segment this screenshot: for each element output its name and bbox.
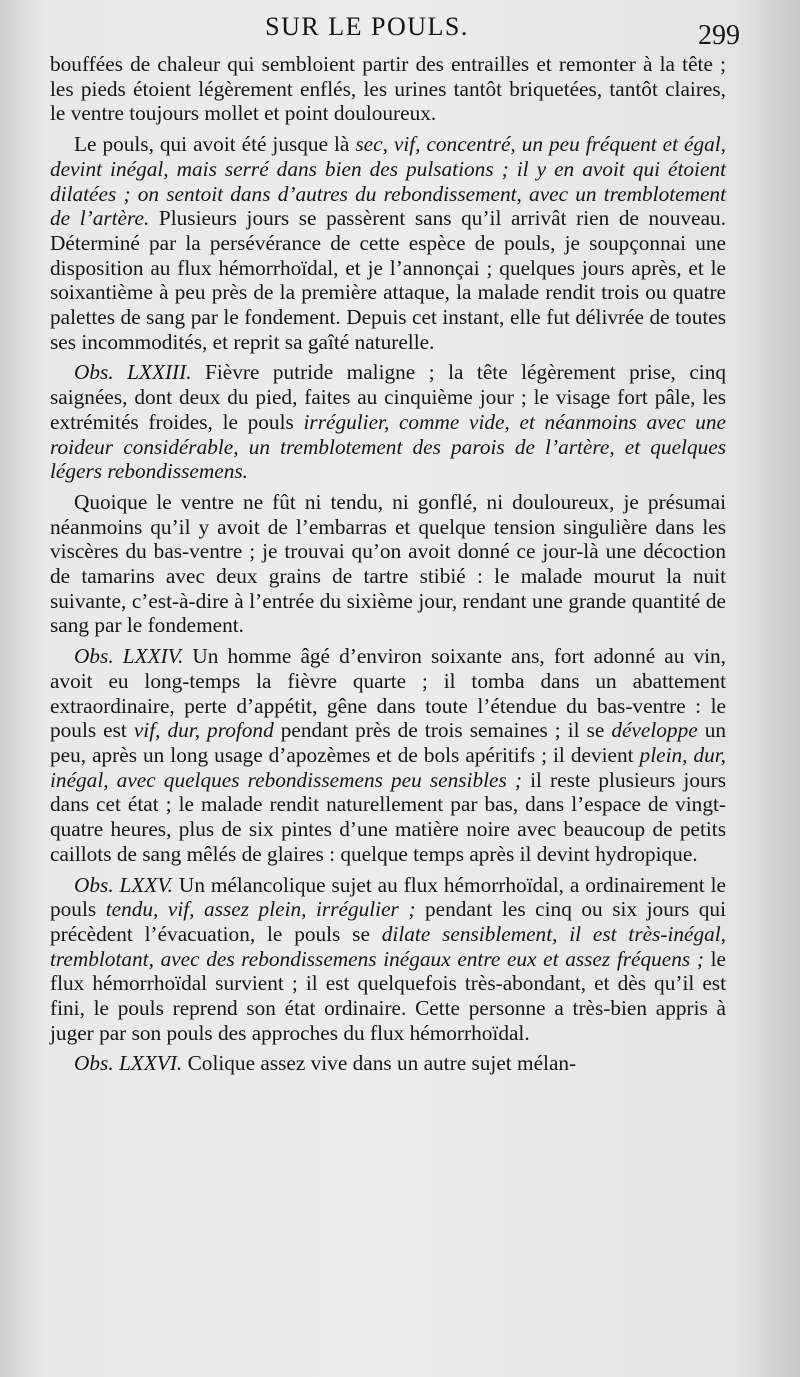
- paragraph: [50, 644, 726, 866]
- text-run: bouffées de chaleur qui sembloient partir des entrailles et remonter à la tête ; les pieds étoient légèrement enflés, les urines tantôt briquetées, tantôt claires, le ventre toujours mollet et point douloureux.: [50, 52, 726, 126]
- italic-run: vif, dur, profond: [133, 718, 274, 743]
- paragraph: [50, 873, 726, 1046]
- text-run: Quoique le ventre ne fût ni tendu, ni gonflé, ni douloureux, je présumai néanmoins qu’il y avoit de l’embarras et quelque tension singulière dans les viscères du bas-ventre ; je trouvai qu’on avoit donné ce jour-là une décoction de tamarins avec deux grains de tartre stibié : le malade mourut la nuit suivante, c’est-à-dire à l’entrée du sixième jour, rendant une grande quantité de sang par le fondement.: [50, 489, 726, 638]
- italic-run: tendu, vif, assez plein, irrégulier ;: [105, 897, 416, 922]
- text-run: il reste plusieurs jours dans cet état ; le malade rendit naturellement par bas, dans l’espace de vingt-quatre heures, plus de six pintes d’une matière noire avec beaucoup de petits caillots de sang mêlés de glaires : quelque temps après il devint hydropique.: [50, 767, 726, 866]
- paragraph: [50, 52, 726, 126]
- italic-run: irrégulier, comme vide, et néanmoins avec une roideur considérable, un tremblotement des parois de l’artère, et quelques légers rebondissemens.: [50, 409, 726, 484]
- body-text: [50, 52, 726, 1076]
- text-run: le flux hémorrhoïdal survient ; il est quelquefois très-abondant, et dès qu’il est fini, le pouls reprend son état ordinaire. Cette personne a très-bien appris à juger par son pouls des approches du flux hémorrhoïdal.: [50, 946, 726, 1045]
- italic-run: Obs. LXXIV.: [74, 644, 184, 669]
- italic-run: sec, vif, concentré, un peu fréquent et égal, devint inégal, mais serré dans bien des pulsations ; il y en avoit qui étoient dilatées ; on sentoit dans d’autres du rebondissement, avec un tremblotement de l’artère.: [50, 132, 726, 231]
- page-number: 299: [698, 20, 740, 51]
- running-head: [0, 8, 800, 50]
- text-run: Un mélancolique sujet au flux hémorrhoïdal, a ordinairement le pouls: [50, 872, 726, 922]
- text-run: un peu, après un long usage d’apozèmes et de bols apéritifs ; il devient: [50, 718, 726, 767]
- italic-run: Obs. LXXIII.: [74, 360, 192, 385]
- running-title: SUR LE POULS.: [265, 12, 469, 41]
- italic-run: développe: [611, 718, 698, 743]
- text-run: Colique assez vive dans un autre sujet mélan-: [182, 1051, 577, 1076]
- italic-run: dilate sensiblement, il est très-inégal, tremblotant, avec des rebondissemens inégaux entre eux et assez fréquens ;: [50, 921, 727, 971]
- paragraph: [50, 132, 726, 354]
- text-run: pendant les cinq ou six jours qui précèdent l’évacuation, le pouls se: [50, 897, 726, 946]
- italic-run: plein, dur, inégal, avec quelques rebondissemens peu sensibles ;: [50, 742, 727, 792]
- italic-run: Obs. LXXVI.: [74, 1051, 183, 1076]
- text-run: pendant près de trois semaines ; il se: [273, 718, 612, 743]
- text-run: Le pouls, qui avoit été jusque là: [74, 132, 356, 157]
- text-run: Plusieurs jours se passèrent sans qu’il arrivât rien de nouveau. Déterminé par la persévérance de cette espèce de pouls, je soupçonnai une disposition au flux hémorrhoïdal, et je l’annonçai ; quelques jours après, et le soixantième à peu près de la première attaque, la malade rendit trois ou quatre palettes de sang par le fondement. Depuis cet instant, elle fut délivrée de toutes ses incommodités, et reprit sa gaîté naturelle.: [50, 206, 726, 354]
- paragraph: [50, 360, 726, 484]
- text-run: Fièvre putride maligne ; la tête légèrement prise, cinq saignées, dont deux du pied, faites au cinquième jour ; le visage fort pâle, les extrémités froides, le pouls: [50, 360, 726, 434]
- paragraph: [50, 490, 726, 638]
- italic-run: Obs. LXXV.: [74, 872, 174, 897]
- text-run: Un homme âgé d’environ soixante ans, fort adonné au vin, avoit eu long-temps la fièvre quarte ; il tomba dans un abattement extraordinaire, perte d’appétit, gêne dans toute l’étendue du bas-ventre : le pouls est: [50, 644, 726, 743]
- paragraph: [50, 1051, 726, 1076]
